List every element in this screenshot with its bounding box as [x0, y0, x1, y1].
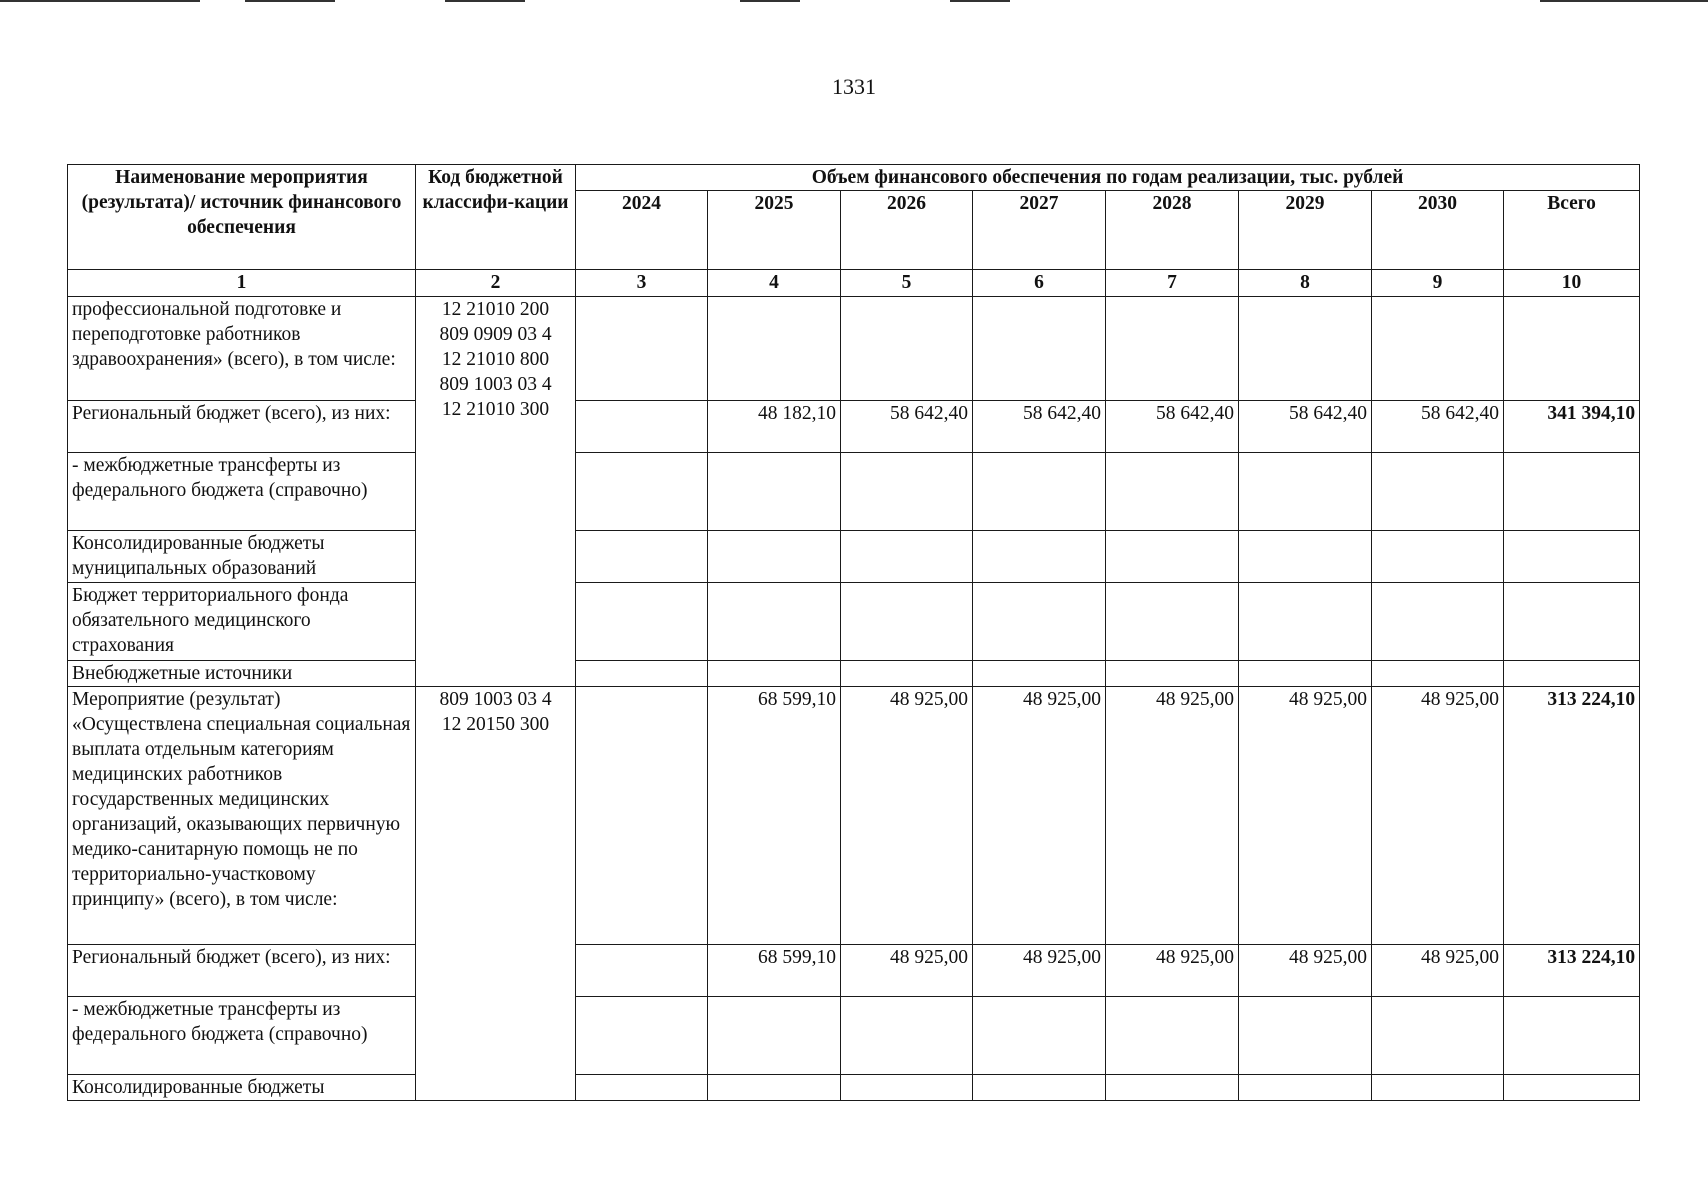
total-cell	[1504, 453, 1640, 531]
value-cell: 48 925,00	[1372, 687, 1504, 945]
value-cell: 68 599,10	[708, 687, 841, 945]
budget-code: 12 21010 300	[441, 399, 550, 420]
total-cell: 341 394,10	[1504, 401, 1640, 453]
header-year: 2024	[576, 191, 708, 270]
budget-code-cell	[416, 297, 576, 687]
value-cell: 58 642,40	[841, 401, 973, 453]
total-cell	[1504, 531, 1640, 583]
column-number: 7	[1106, 270, 1239, 297]
value-cell	[576, 687, 708, 945]
row-name: Бюджет территориального фонда обязательного медицинского страхования	[68, 583, 416, 661]
row-name: - межбюджетные трансферты из федерального бюджета (справочно)	[68, 453, 416, 531]
column-number: 1	[68, 270, 416, 297]
value-cell: 48 925,00	[1239, 945, 1372, 997]
total-cell	[1504, 297, 1640, 401]
row-name: Внебюджетные источники	[68, 661, 416, 687]
total-cell	[1504, 583, 1640, 661]
value-cell	[576, 1075, 708, 1101]
value-cell: 48 925,00	[1106, 687, 1239, 945]
value-cell	[576, 531, 708, 583]
value-cell	[576, 297, 708, 401]
value-cell	[973, 531, 1106, 583]
budget-code: 12 21010 800	[441, 349, 550, 370]
column-number: 6	[973, 270, 1106, 297]
budget-code: 12 21010 200	[441, 299, 550, 320]
total-cell: 313 224,10	[1504, 687, 1640, 945]
budget-code: 12 20150 300	[441, 714, 550, 735]
value-cell	[1106, 531, 1239, 583]
budget-code: 809 0909 03 4	[439, 324, 552, 345]
value-cell: 58 642,40	[1106, 401, 1239, 453]
value-cell	[841, 1075, 973, 1101]
row-name: Консолидированные бюджеты	[68, 1075, 416, 1101]
value-cell	[1239, 583, 1372, 661]
column-number: 5	[841, 270, 973, 297]
header-year: 2029	[1239, 191, 1372, 270]
row-name: - межбюджетные трансферты из федерального бюджета (справочно)	[68, 997, 416, 1075]
value-cell	[1239, 1075, 1372, 1101]
budget-code: 809 1003 03 4	[439, 689, 552, 710]
top-border-fragment	[950, 0, 1010, 2]
total-cell: 313 224,10	[1504, 945, 1640, 997]
column-number: 2	[416, 270, 576, 297]
value-cell	[973, 661, 1106, 687]
value-cell	[841, 531, 973, 583]
header-row-1	[68, 165, 1640, 191]
value-cell	[841, 997, 973, 1075]
header-name: Наименование мероприятия (результата)/ источник финансового обеспечения	[68, 165, 416, 270]
table-row	[68, 661, 1640, 687]
header-year: 2025	[708, 191, 841, 270]
row-name: Региональный бюджет (всего), из них:	[68, 401, 416, 453]
top-border-fragment	[445, 0, 525, 2]
header-total: Всего	[1504, 191, 1640, 270]
row-name: Региональный бюджет (всего), из них:	[68, 945, 416, 997]
row-name: профессиональной подготовке и переподготовке работников здравоохранения» (всего), в том числе:	[68, 297, 416, 401]
table-row	[68, 687, 1640, 945]
value-cell	[708, 583, 841, 661]
value-cell	[1106, 453, 1239, 531]
value-cell: 68 599,10	[708, 945, 841, 997]
value-cell	[576, 661, 708, 687]
value-cell	[973, 297, 1106, 401]
value-cell	[708, 297, 841, 401]
table-row	[68, 401, 1640, 453]
value-cell	[1239, 297, 1372, 401]
value-cell	[1372, 531, 1504, 583]
total-cell	[1504, 997, 1640, 1075]
value-cell	[1372, 1075, 1504, 1101]
column-number: 3	[576, 270, 708, 297]
value-cell	[1106, 997, 1239, 1075]
column-number: 4	[708, 270, 841, 297]
value-cell	[1372, 997, 1504, 1075]
top-border-fragment	[245, 0, 335, 2]
value-cell	[1106, 583, 1239, 661]
value-cell: 48 925,00	[841, 945, 973, 997]
value-cell: 48 925,00	[841, 687, 973, 945]
table-row	[68, 297, 1640, 401]
total-cell	[1504, 1075, 1640, 1101]
header-year: 2030	[1372, 191, 1504, 270]
value-cell: 58 642,40	[1372, 401, 1504, 453]
table-row	[68, 453, 1640, 531]
value-cell	[973, 997, 1106, 1075]
finance-table	[67, 164, 1640, 1101]
value-cell	[708, 661, 841, 687]
table-row	[68, 945, 1640, 997]
value-cell	[708, 997, 841, 1075]
value-cell	[1239, 997, 1372, 1075]
header-volume: Объем финансового обеспечения по годам реализации, тыс. рублей	[576, 165, 1640, 191]
value-cell	[1239, 453, 1372, 531]
value-cell: 48 925,00	[1239, 687, 1372, 945]
total-cell	[1504, 661, 1640, 687]
budget-code-cell	[416, 687, 576, 1101]
top-border-fragment	[740, 0, 800, 2]
value-cell	[708, 1075, 841, 1101]
value-cell	[708, 531, 841, 583]
header-year: 2027	[973, 191, 1106, 270]
column-number: 9	[1372, 270, 1504, 297]
value-cell	[841, 661, 973, 687]
table-row	[68, 997, 1640, 1075]
header-year: 2026	[841, 191, 973, 270]
value-cell	[576, 945, 708, 997]
header-row-numbers	[68, 270, 1640, 297]
value-cell	[576, 583, 708, 661]
value-cell	[973, 1075, 1106, 1101]
value-cell: 48 182,10	[708, 401, 841, 453]
table-row	[68, 583, 1640, 661]
value-cell: 48 925,00	[1372, 945, 1504, 997]
header-code: Код бюджетной классифи-кации	[416, 165, 576, 270]
row-name: Мероприятие (результат) «Осуществлена специальная социальная выплата отдельным категориям медицинских работников государственных медицинских организаций, оказывающих первичную медико-санитарную помощь не по территориально-участковому принципу» (всего), в том числе:	[68, 687, 416, 945]
value-cell	[708, 453, 841, 531]
value-cell	[841, 583, 973, 661]
value-cell	[576, 997, 708, 1075]
budget-code: 809 1003 03 4	[439, 374, 552, 395]
value-cell: 48 925,00	[1106, 945, 1239, 997]
value-cell	[841, 297, 973, 401]
value-cell	[1372, 661, 1504, 687]
column-number: 8	[1239, 270, 1372, 297]
table-row	[68, 1075, 1640, 1101]
top-border-fragment	[1540, 0, 1708, 2]
page-number: 1331	[832, 74, 876, 99]
row-name: Консолидированные бюджеты муниципальных образований	[68, 531, 416, 583]
value-cell	[576, 453, 708, 531]
value-cell: 58 642,40	[973, 401, 1106, 453]
value-cell	[1106, 661, 1239, 687]
value-cell	[1106, 1075, 1239, 1101]
table-row	[68, 531, 1640, 583]
value-cell: 58 642,40	[1239, 401, 1372, 453]
value-cell	[1372, 583, 1504, 661]
top-border-fragment	[0, 0, 200, 2]
value-cell	[1106, 297, 1239, 401]
value-cell	[1372, 297, 1504, 401]
value-cell	[1239, 661, 1372, 687]
value-cell	[973, 453, 1106, 531]
value-cell	[576, 401, 708, 453]
column-number: 10	[1504, 270, 1640, 297]
header-year: 2028	[1106, 191, 1239, 270]
value-cell: 48 925,00	[973, 945, 1106, 997]
value-cell	[973, 583, 1106, 661]
value-cell	[1372, 453, 1504, 531]
value-cell	[841, 453, 973, 531]
value-cell	[1239, 531, 1372, 583]
value-cell: 48 925,00	[973, 687, 1106, 945]
